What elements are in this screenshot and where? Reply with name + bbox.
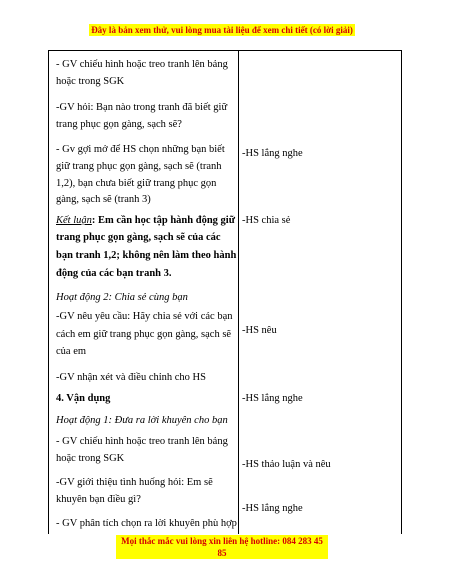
- column-divider: [238, 51, 239, 534]
- teacher-line: -GV nhận xét và điều chỉnh cho HS: [56, 372, 206, 383]
- teacher-line: của em: [56, 346, 87, 357]
- teacher-line: 1,2), bạn chưa biết giữ trang phục gọn: [56, 178, 217, 189]
- teacher-line: - GV phân tích chọn ra lời khuyên phù hợp: [56, 518, 237, 529]
- teacher-line: -GV nêu yêu cầu: Hãy chia sẻ với các bạn: [56, 311, 233, 322]
- teacher-line: hoặc trong SGK: [56, 76, 125, 87]
- teacher-line: - Gv gợi mở để HS chọn những bạn biết: [56, 144, 225, 155]
- conclusion-line: trang phục gọn gàng, sạch sẽ của các: [56, 232, 221, 243]
- student-line: -HS lắng nghe: [242, 393, 303, 404]
- conclusion-line: bạn tranh 1,2; không nên làm theo hành: [56, 250, 237, 261]
- student-line: -HS thảo luận và nêu: [242, 459, 331, 470]
- teacher-line: khuyên bạn điều gì?: [56, 494, 141, 505]
- teacher-line: -GV giới thiệu tình huống hỏi: Em sẽ: [56, 477, 213, 488]
- student-line: -HS nêu: [242, 325, 277, 336]
- teacher-line: -GV hỏi: Bạn nào trong tranh đã biết giữ: [56, 102, 228, 113]
- hotline-banner: Mọi thắc mắc vui lòng xin liên hệ hotline: 084 283 45 85: [116, 535, 328, 559]
- teacher-line: gàng, sạch sẽ (tranh 3): [56, 194, 151, 205]
- student-line: -HS chia sẻ: [242, 215, 291, 226]
- activity-heading: Hoạt động 2: Chia sẻ cùng bạn: [56, 292, 188, 303]
- conclusion-label: Kết luận: [56, 215, 92, 226]
- teacher-line: hoặc trong SGK: [56, 453, 125, 464]
- student-line: -HS lắng nghe: [242, 148, 303, 159]
- lesson-table: [48, 50, 402, 534]
- activity-heading: Hoạt động 1: Đưa ra lời khuyên cho bạn: [56, 415, 228, 426]
- teacher-line: - GV chiếu hình hoặc treo tranh lên bảng: [56, 59, 228, 70]
- conclusion-text: : Em cần học tập hành động giữ: [91, 215, 235, 226]
- teacher-line: giữ trang phục gọn gàng, sạch sẽ (tranh: [56, 161, 222, 172]
- section-heading: 4. Vận dụng: [56, 393, 111, 404]
- teacher-line: - GV chiếu hình hoặc treo tranh lên bảng: [56, 436, 228, 447]
- teacher-line: trang phục gọn gàng, sạch sẽ?: [56, 119, 182, 130]
- conclusion-line: động của các bạn tranh 3.: [56, 268, 172, 279]
- preview-notice-banner: Đây là bản xem thử, vui lòng mua tài liệu để xem chi tiết (có lời giải): [89, 24, 355, 36]
- student-line: -HS lắng nghe: [242, 503, 303, 514]
- teacher-line: cách em giữ trang phục gọn gàng, sạch sẽ: [56, 329, 232, 340]
- conclusion-line: [56, 214, 235, 227]
